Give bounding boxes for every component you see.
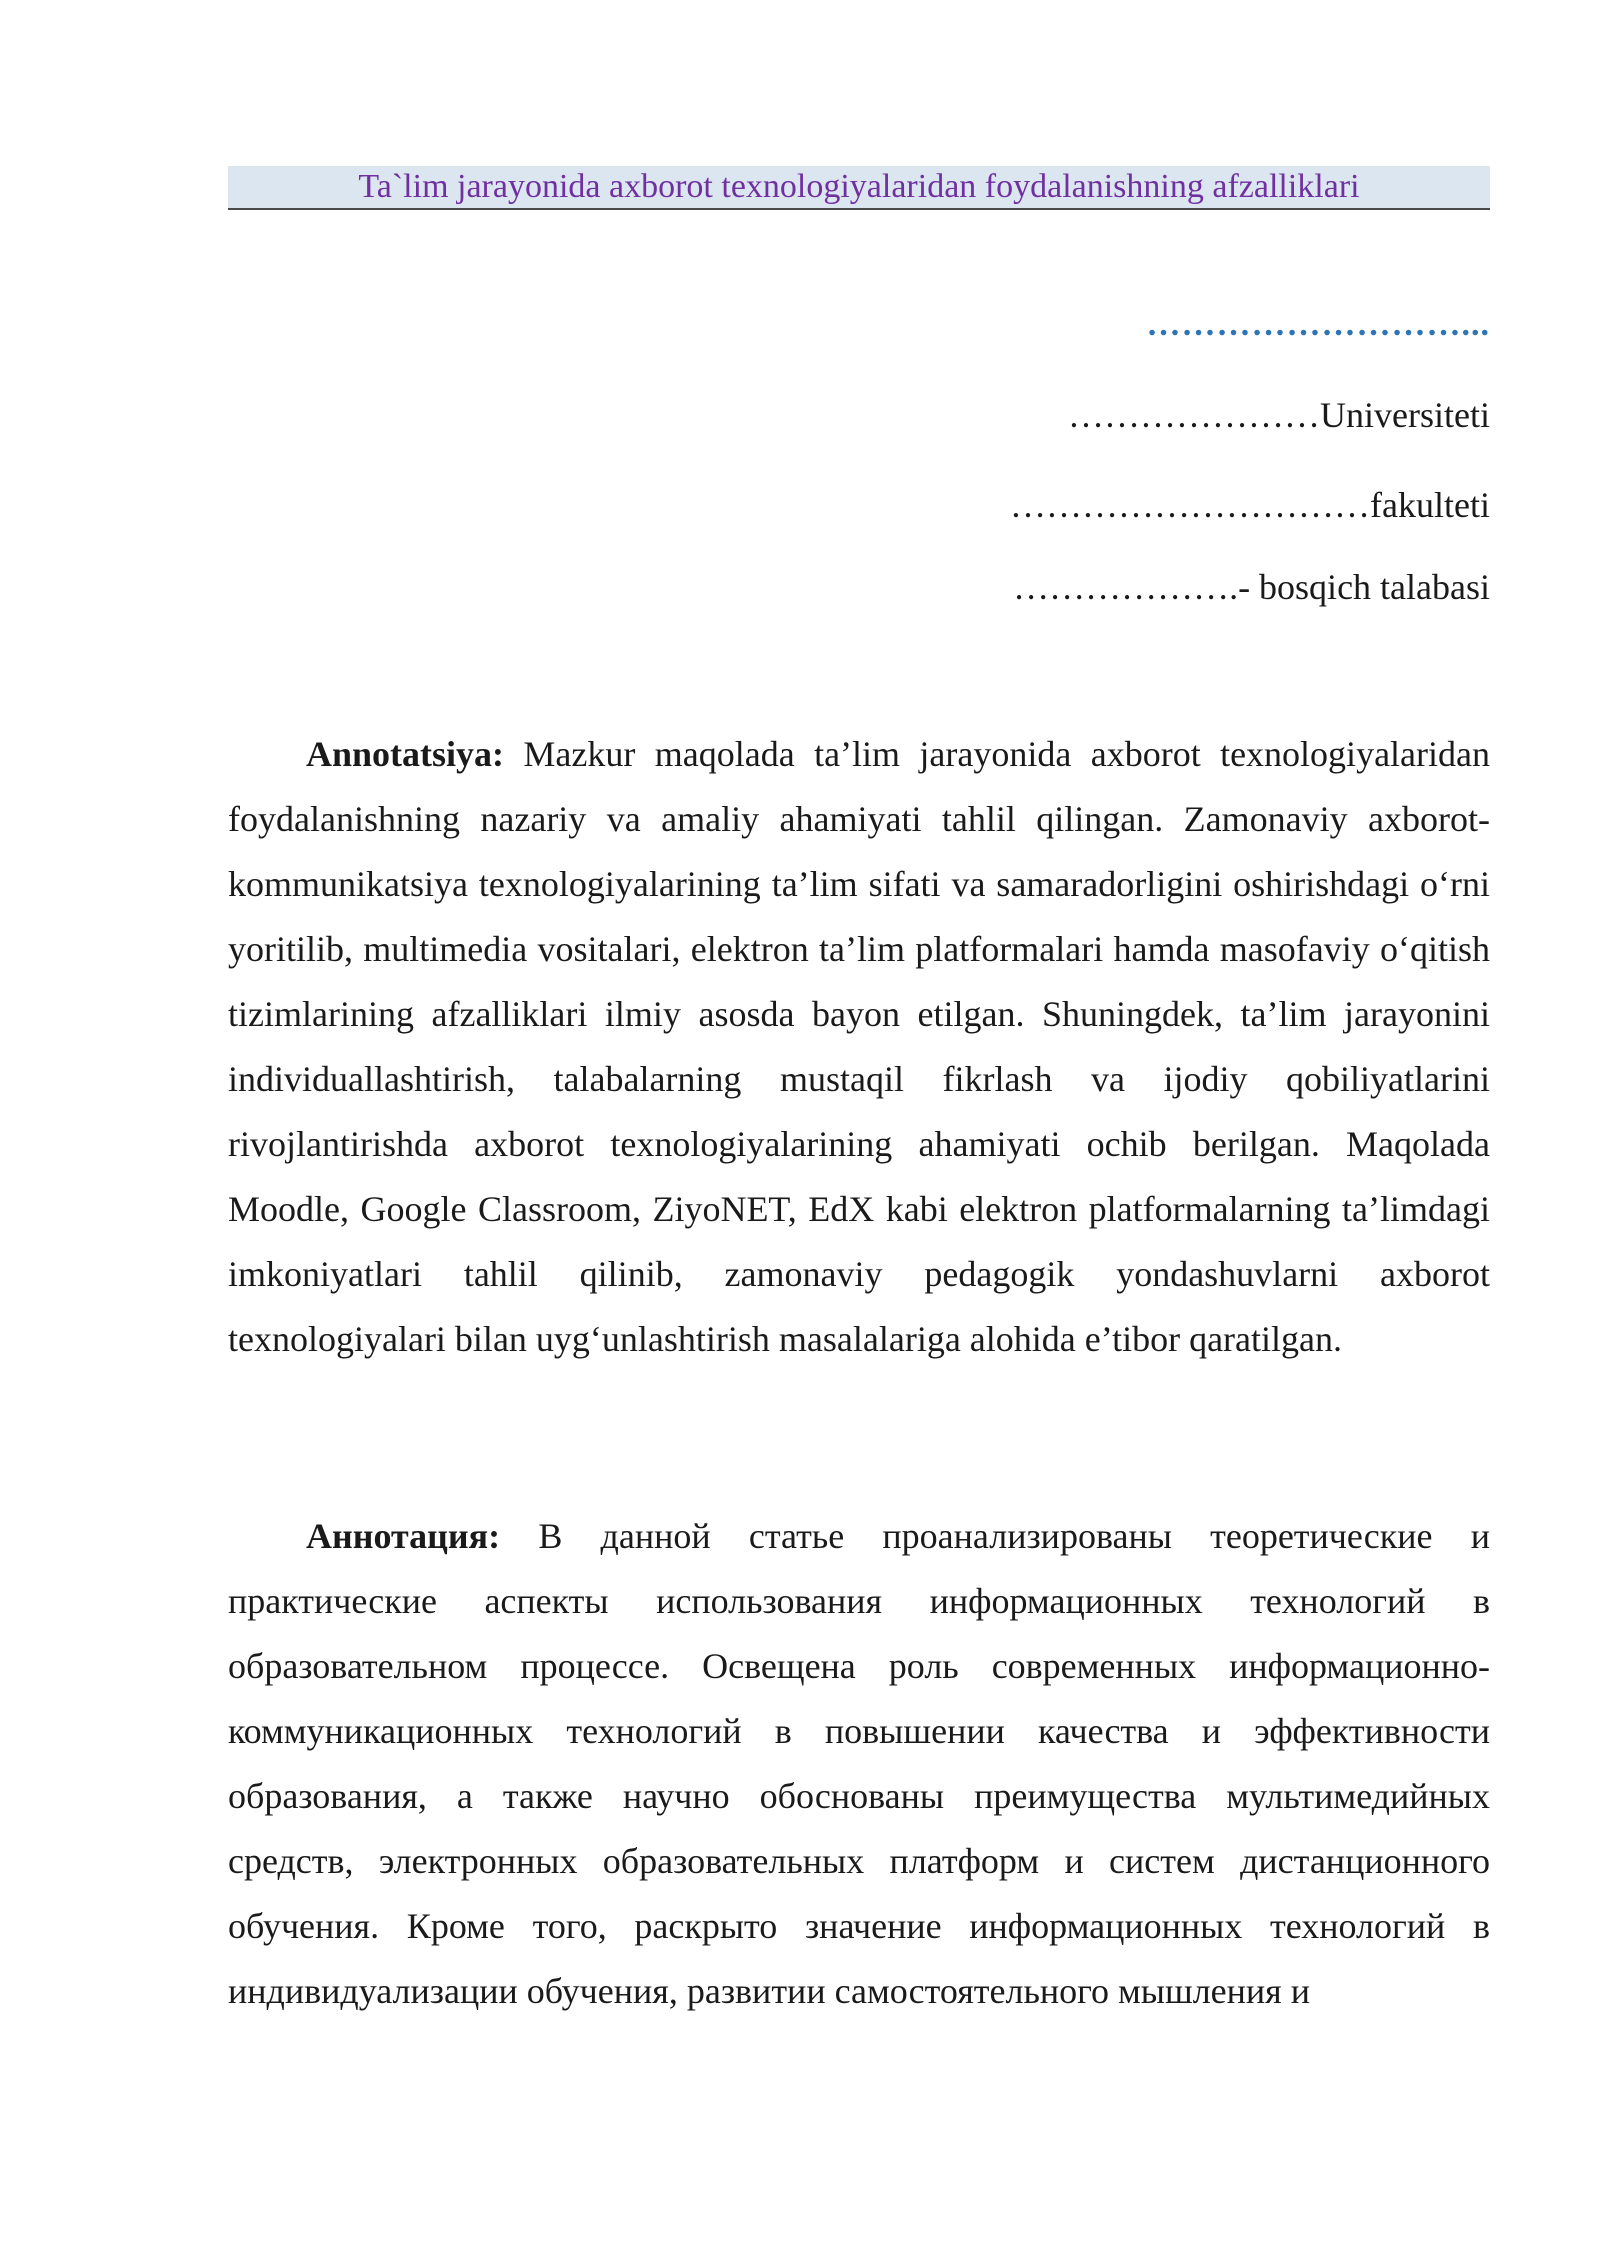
affiliation-university: …………………Universiteti xyxy=(1068,395,1490,435)
annotation-uzbek-label: Annotatsiya: xyxy=(306,734,505,774)
annotation-uzbek xyxy=(228,722,1490,1372)
annotation-russian-label: Аннотация: xyxy=(306,1516,501,1556)
annotation-russian-text: В данной статье проанализированы теоретические и практические аспекты использования информационных технологий в образовательном процессе. Освещена роль современных информационно-коммуникационных технологий в повышении качества и эффективности образования, а также научно обоснованы преимущества мультимедийных средств, электронных образовательных платформ и систем дистанционного обучения. Кроме того, раскрыто значение информационных технологий в индивидуализации обучения, развитии самостоятельного мышления и xyxy=(228,1516,1490,2011)
annotation-uzbek-text: Mazkur maqolada ta’lim jarayonida axborot texnologiyalaridan foydalanishning nazariy va amaliy ahamiyati tahlil qilingan. Zamonaviy axborot-kommunikatsiya texnologiyalarining ta’lim sifati va samaradorligini oshirishdagi o‘rni yoritilib, multimedia vositalari, elektron ta’lim platformalari hamda masofaviy o‘qitish tizimlarining afzalliklari ilmiy asosda bayon etilgan. Shuningdek, ta’lim jarayonini individuallashtirish, talabalarning mustaqil fikrlash va ijodiy qobiliyatlarini rivojlantirishda axborot texnologiyalarining ahamiyati ochib berilgan. Maqolada Moodle, Google Classroom, ZiyoNET, EdX kabi elektron platformalarning ta’limdagi imkoniyatlari tahlil qilinib, zamonaviy pedagogik yondashuvlarni axborot texnologiyalari bilan uyg‘unlashtirish masalalariga alohida e’tibor qaratilgan. xyxy=(228,734,1490,1359)
author-name-placeholder: ………………………... xyxy=(1146,306,1490,343)
affiliation-faculty: …………………………fakulteti xyxy=(1010,485,1490,525)
annotation-russian xyxy=(228,1504,1490,2024)
affiliation-stage: ……………….- bosqich talabasi xyxy=(1013,567,1490,607)
paper-title-text: Ta`lim jarayonida axborot texnologiyalaridan foydalanishning afzalliklari xyxy=(358,168,1360,205)
paper-title xyxy=(228,166,1490,210)
